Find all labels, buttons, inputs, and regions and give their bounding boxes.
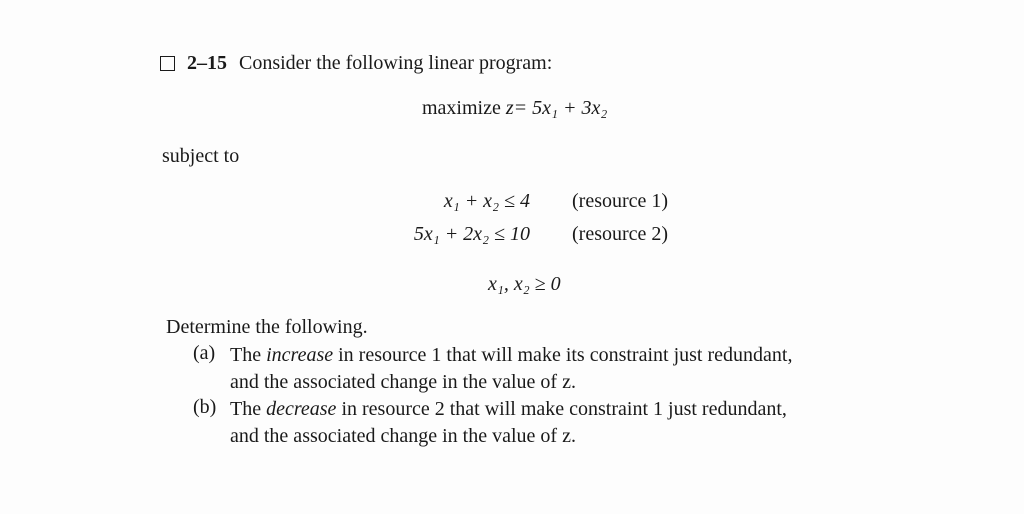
constraint-1-lhs: x₁ + x₂ ≤ 4 [443, 190, 530, 212]
part-b-post: in resource 2 that will make constraint 1 just redundant, [336, 398, 787, 420]
instruction-text: Determine the following. [166, 316, 368, 338]
checkbox-icon[interactable] [160, 56, 175, 71]
part-a-post: in resource 1 that will make its constraint just redundant, [333, 344, 793, 366]
constraint-1-label: (resource 1) [572, 190, 669, 212]
part-b-emphasis: decrease [266, 398, 337, 420]
problem-header [160, 52, 552, 75]
part-b-pre: The [230, 398, 267, 420]
objective-keyword: maximize [422, 97, 501, 119]
part-b-label: (b) [193, 396, 217, 418]
constraint-2-label: (resource 2) [572, 223, 669, 245]
objective-expression: = 5x₁ + 3x₂ [513, 97, 608, 119]
nonnegativity-constraint: x₁, x₂ ≥ 0 [488, 273, 561, 295]
part-b-line2: and the associated change in the value of z. [230, 425, 576, 447]
part-a-line2: and the associated change in the value of z. [230, 371, 576, 393]
constraint-2-lhs: 5x₁ + 2x₂ ≤ 10 [413, 223, 530, 245]
problem-title: Consider the following linear program: [239, 52, 553, 74]
part-b-text [230, 396, 787, 450]
objective-function [422, 97, 607, 120]
part-a-pre: The [230, 344, 267, 366]
objective-variable: z [505, 97, 514, 119]
part-a-text [230, 342, 792, 396]
part-a-label: (a) [193, 342, 216, 364]
problem-number: 2–15 [187, 52, 227, 74]
subject-to-label: subject to [162, 145, 240, 167]
part-a-emphasis: increase [266, 344, 334, 366]
